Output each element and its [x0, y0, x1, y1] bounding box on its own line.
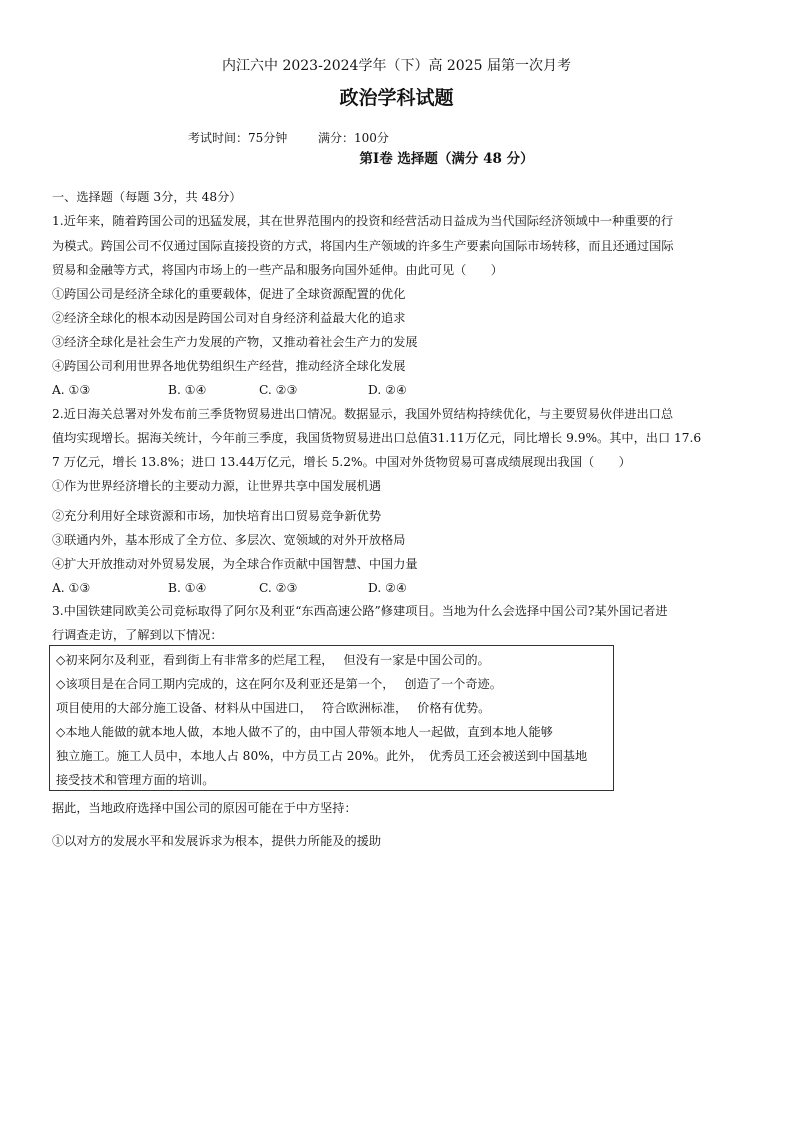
- q1-stem-line: 1.近年来，随着跨国公司的迅猛发展，其在世界范围内的投资和经营活动日益成为当代国际经济领域中一种重要的行: [52, 214, 674, 228]
- q3-box-line: 接受技术和管理方面的培训。: [56, 773, 215, 787]
- q3-box-line: 独立施工。施工人员中，本地人占 80%，中方员工占 20%。此外， 优秀员工还会被送到中国基地: [56, 749, 588, 763]
- q1-item: ①跨国公司是经济全球化的重要载体，促进了全球资源配置的优化: [52, 287, 406, 301]
- q2-item: ④扩大开放推动对外贸易发展，为全球合作贡献中国智慧、中国力量: [52, 557, 418, 571]
- q3-item: ①以对方的发展水平和发展诉求为根本，提供力所能及的援助: [52, 834, 382, 848]
- q3-after-text: 据此，当地政府选择中国公司的原因可能在于中方坚持：: [52, 801, 357, 815]
- q3-box-line: ◇该项目是在合同工期内完成的，这在阿尔及利亚还是第一个， 创造了一个奇迹。: [56, 677, 502, 691]
- exam-title: 内江六中 2023-2024学年（下）高 2025 届第一次月考: [222, 58, 571, 74]
- q1-option-a: A. ①③: [52, 383, 91, 397]
- full-score: 满分：100分: [318, 131, 389, 145]
- q1-stem-line: 贸易和金融等方式，将国内市场上的一些产品和服务向国外延伸。由此可见（ ）: [52, 263, 503, 277]
- q3-box-line: 项目使用的大部分施工设备、材料从中国进口， 符合欧洲标准， 价格有优势。: [56, 701, 491, 715]
- section-heading: 一、选择题（每题 3分，共 48分）: [52, 190, 242, 204]
- q2-option-d: D. ②④: [368, 581, 407, 595]
- q2-stem-line: 值均实现增长。据海关统计，今年前三季度，我国货物贸易进出口总值31.11万亿元，同比增长 9.9%。其中，出口 17.6: [52, 431, 702, 445]
- q1-option-b: B. ①④: [168, 383, 207, 397]
- q1-option-c: C. ②③: [259, 383, 298, 397]
- q2-item: ①作为世界经济增长的主要动力源，让世界共享中国发展机遇: [52, 479, 382, 493]
- q2-option-b: B. ①④: [168, 581, 207, 595]
- subject-title: 政治学科试题: [339, 87, 454, 109]
- q1-item: ④跨国公司利用世界各地优势组织生产经营，推动经济全球化发展: [52, 359, 406, 373]
- q2-item: ②充分利用好全球资源和市场，加快培育出口贸易竞争新优势: [52, 509, 382, 523]
- q3-box-line: ◇本地人能做的就本地人做，本地人做不了的，由中国人带领本地人一起做，直到本地人能够: [56, 725, 553, 739]
- q3-stem-line: 行调查走访，了解到以下情况：: [52, 628, 223, 642]
- q3-stem-line: 3.中国铁建同欧美公司竞标取得了阿尔及利亚“东西高速公路”修建项目。当地为什么会选择中国公司?某外国记者进: [52, 604, 668, 618]
- q2-stem-line: 7 万亿元，增长 13.8%；进口 13.44万亿元，增长 5.2%。中国对外货物贸易可喜成绩展现出我国（ ）: [52, 455, 631, 469]
- exam-time: 考试时间：75分钟: [188, 131, 288, 145]
- q1-item: ③经济全球化是社会生产力发展的产物，又推动着社会生产力的发展: [52, 335, 418, 349]
- q1-stem-line: 为模式。跨国公司不仅通过国际直接投资的方式，将国内生产领域的许多生产要素向国际市场转移，而且还通过国际: [52, 239, 674, 253]
- q2-option-c: C. ②③: [259, 581, 298, 595]
- q2-item: ③联通内外，基本形成了全方位、多层次、宽领域的对外开放格局: [52, 533, 406, 547]
- q2-stem-line: 2.近日海关总署对外发布前三季货物贸易进出口情况。数据显示，我国外贸结构持续优化，与主要贸易伙伴进出口总: [52, 407, 674, 421]
- part-title: 第Ⅰ卷 选择题（满分 48 分）: [359, 151, 534, 167]
- q3-box-line: ◇初来阿尔及利亚，看到街上有非常多的烂尾工程， 但没有一家是中国公司的。: [56, 653, 490, 667]
- q1-item: ②经济全球化的根本动因是跨国公司对自身经济利益最大化的追求: [52, 311, 406, 325]
- q1-option-d: D. ②④: [368, 383, 407, 397]
- q2-option-a: A. ①③: [52, 581, 91, 595]
